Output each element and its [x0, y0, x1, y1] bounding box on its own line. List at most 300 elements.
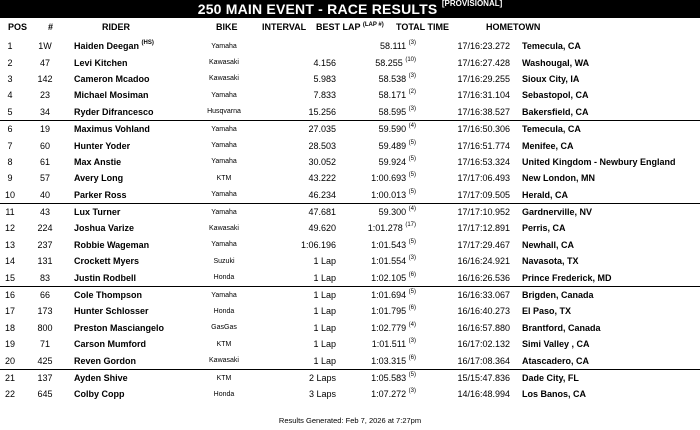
cell-total-time-text: 14/16:48.994	[457, 389, 510, 400]
cell-total-time	[422, 320, 518, 336]
cell-number-text: 60	[39, 140, 50, 151]
cell-hometown	[518, 187, 700, 204]
cell-number-text: 237	[37, 239, 53, 250]
table-row	[0, 154, 700, 170]
cell-bike-text: Kawasaki	[209, 75, 239, 83]
cell-number-text: 645	[37, 389, 53, 400]
cell-pos-text: 14	[4, 256, 15, 267]
cell-pos-text: 16	[4, 290, 15, 301]
cell-best-lap	[338, 154, 422, 170]
cell-total-time-text: 16/16:26.536	[457, 272, 510, 283]
cell-rider	[70, 286, 190, 303]
cell-hometown	[518, 286, 700, 303]
cell-total-time	[422, 303, 518, 319]
cell-pos-text: 7	[7, 140, 13, 151]
cell-hometown	[518, 71, 700, 87]
cell-bike	[190, 203, 258, 220]
cell-hometown-text: Brantford, Canada	[522, 322, 601, 333]
cell-bike	[190, 352, 258, 369]
cell-total-time	[422, 54, 518, 70]
cell-bike-text: Husqvarna	[207, 108, 241, 116]
cell-number-text: 57	[39, 173, 50, 184]
cell-pos	[0, 336, 20, 352]
cell-hometown-text: Navasota, TX	[522, 256, 579, 267]
cell-interval	[258, 38, 338, 54]
table-row	[0, 220, 700, 236]
cell-best-lap	[338, 170, 422, 186]
cell-best-lap-text: 59.924	[378, 156, 407, 167]
cell-bike	[190, 170, 258, 186]
cell-rider	[70, 203, 190, 220]
cell-bike-text: Kawasaki	[209, 59, 239, 67]
cell-total-time	[422, 137, 518, 153]
cell-best-lap-text: 58.595	[378, 106, 407, 117]
cell-total-time	[422, 237, 518, 253]
cell-bike-text: Yamaha	[211, 125, 237, 133]
cell-best-lap-superscript: (2)	[408, 89, 416, 96]
cell-bike-text: Yamaha	[211, 241, 237, 249]
cell-pos	[0, 253, 20, 269]
cell-number	[20, 336, 70, 352]
cell-pos-text: 13	[4, 239, 15, 250]
cell-total-time	[422, 120, 518, 137]
cell-bike	[190, 104, 258, 121]
cell-rider	[70, 303, 190, 319]
cell-rider	[70, 154, 190, 170]
cell-hometown	[518, 120, 700, 137]
cell-interval-text: 1 Lap	[313, 339, 336, 350]
table-row	[0, 336, 700, 352]
cell-pos-text: 4	[7, 90, 13, 101]
cell-hometown	[518, 38, 700, 54]
cell-hometown-text: Temecula, CA	[522, 41, 581, 52]
table-row	[0, 386, 700, 402]
cell-best-lap-superscript: (5)	[408, 238, 416, 245]
cell-best-lap	[338, 137, 422, 153]
cell-bike	[190, 154, 258, 170]
cell-interval	[258, 71, 338, 87]
cell-pos	[0, 237, 20, 253]
cell-best-lap-text: 1:07.272	[371, 389, 407, 400]
cell-best-lap-text: 1:01.278	[367, 223, 403, 234]
col-total-time-header: TOTAL TIME	[396, 22, 449, 32]
cell-pos	[0, 137, 20, 153]
cell-rider	[70, 187, 190, 204]
cell-best-lap-text: 1:00.013	[371, 189, 407, 200]
cell-number-text: 173	[37, 306, 53, 317]
cell-total-time-text: 16/16:33.067	[457, 290, 510, 301]
cell-pos-text: 20	[4, 355, 15, 366]
cell-number	[20, 87, 70, 103]
cell-rider-text: Hunter Schlosser	[74, 306, 149, 317]
cell-interval	[258, 170, 338, 186]
table-row	[0, 137, 700, 153]
cell-total-time	[422, 170, 518, 186]
table-row	[0, 120, 700, 137]
cell-rider	[70, 369, 190, 386]
cell-best-lap-superscript: (10)	[405, 56, 416, 63]
cell-hometown-text: Herald, CA	[522, 189, 569, 200]
cell-best-lap-text: 58.111	[379, 41, 407, 52]
cell-best-lap	[338, 38, 422, 54]
cell-pos-text: 1	[7, 41, 13, 52]
cell-number	[20, 137, 70, 153]
provisional-badge: [PROVISIONAL]	[441, 0, 503, 8]
cell-pos-text: 2	[7, 57, 13, 68]
results-generated-footer: Results Generated: Feb 7, 2026 at 7:27pm	[278, 416, 422, 425]
cell-pos	[0, 320, 20, 336]
cell-total-time	[422, 87, 518, 103]
cell-interval-text: 1 Lap	[313, 306, 336, 317]
cell-best-lap	[338, 54, 422, 70]
cell-pos	[0, 352, 20, 369]
cell-hometown	[518, 369, 700, 386]
cell-interval	[258, 104, 338, 121]
cell-total-time-text: 17/17:10.952	[457, 207, 510, 218]
cell-best-lap	[338, 237, 422, 253]
cell-rider-text: Max Anstie	[74, 156, 122, 167]
cell-best-lap	[338, 187, 422, 204]
cell-pos-text: 17	[4, 306, 15, 317]
cell-number-text: 66	[39, 290, 50, 301]
cell-rider	[70, 220, 190, 236]
cell-best-lap-superscript: (5)	[408, 188, 416, 195]
cell-best-lap	[338, 253, 422, 269]
cell-interval	[258, 237, 338, 253]
cell-best-lap-superscript: (5)	[408, 155, 416, 162]
cell-rider-text: Levi Kitchen	[74, 57, 128, 68]
cell-bike	[190, 137, 258, 153]
cell-bike-text: KTM	[216, 374, 232, 382]
cell-interval-text: 4.156	[313, 57, 336, 68]
table-row	[0, 352, 700, 369]
cell-hometown	[518, 352, 700, 369]
cell-bike-text: Kawasaki	[209, 224, 239, 232]
cell-rider-text: Avery Long	[74, 173, 124, 184]
cell-bike	[190, 253, 258, 269]
cell-number-text: 425	[37, 355, 53, 366]
cell-rider	[70, 386, 190, 402]
cell-total-time-text: 17/16:31.104	[457, 90, 510, 101]
cell-number	[20, 54, 70, 70]
cell-pos-text: 8	[7, 156, 13, 167]
cell-best-lap-superscript: (4)	[408, 321, 416, 328]
cell-interval	[258, 369, 338, 386]
cell-rider	[70, 320, 190, 336]
cell-hometown-text: Menifee, CA	[522, 140, 574, 151]
table-row	[0, 286, 700, 303]
cell-number-text: 34	[39, 106, 50, 117]
cell-best-lap	[338, 303, 422, 319]
cell-bike	[190, 87, 258, 103]
cell-interval-text: 7.833	[313, 90, 336, 101]
cell-hometown	[518, 220, 700, 236]
cell-interval-text: 1 Lap	[313, 355, 336, 366]
cell-interval-text: 1 Lap	[313, 256, 336, 267]
cell-total-time	[422, 38, 518, 54]
cell-bike	[190, 54, 258, 70]
cell-interval	[258, 154, 338, 170]
cell-number	[20, 320, 70, 336]
cell-number	[20, 154, 70, 170]
table-row	[0, 237, 700, 253]
cell-hometown-text: Sioux City, IA	[522, 73, 580, 84]
cell-total-time-text: 17/16:27.428	[457, 57, 510, 68]
cell-interval	[258, 286, 338, 303]
cell-bike	[190, 120, 258, 137]
cell-number	[20, 104, 70, 121]
cell-total-time	[422, 369, 518, 386]
cell-number-text: 1W	[38, 41, 52, 52]
cell-best-lap	[338, 220, 422, 236]
cell-number-text: 43	[39, 207, 50, 218]
cell-bike	[190, 71, 258, 87]
cell-interval	[258, 303, 338, 319]
cell-best-lap-superscript: (6)	[408, 305, 416, 312]
cell-pos	[0, 203, 20, 220]
cell-rider	[70, 137, 190, 153]
cell-interval-text: 1 Lap	[313, 290, 336, 301]
cell-best-lap	[338, 203, 422, 220]
cell-hometown-text: Brigden, Canada	[522, 290, 594, 301]
cell-total-time-text: 16/16:57.880	[457, 322, 510, 333]
cell-pos	[0, 71, 20, 87]
cell-number	[20, 286, 70, 303]
cell-rider-text: Cameron Mcadoo	[74, 73, 150, 84]
cell-rider	[70, 87, 190, 103]
cell-best-lap-superscript: (5)	[408, 289, 416, 296]
cell-hometown-text: Los Banos, CA	[522, 389, 587, 400]
cell-best-lap	[338, 87, 422, 103]
cell-pos	[0, 220, 20, 236]
cell-best-lap-text: 1:05.583	[371, 373, 407, 383]
cell-total-time-text: 17/16:29.255	[457, 73, 510, 84]
cell-interval	[258, 54, 338, 70]
cell-rider	[70, 237, 190, 253]
cell-hometown-text: Washougal, WA	[522, 57, 590, 68]
cell-pos-text: 15	[4, 272, 15, 283]
cell-interval	[258, 137, 338, 153]
cell-interval	[258, 336, 338, 352]
cell-number	[20, 38, 70, 54]
cell-best-lap-text: 58.538	[378, 73, 407, 84]
cell-number	[20, 170, 70, 186]
cell-total-time-text: 17/16:53.324	[457, 156, 510, 167]
cell-bike	[190, 38, 258, 54]
cell-best-lap	[338, 104, 422, 121]
results-body	[0, 38, 700, 403]
title-bar	[0, 0, 700, 18]
cell-total-time-text: 17/17:12.891	[457, 223, 510, 234]
cell-pos-text: 5	[7, 106, 13, 117]
cell-number-text: 137	[37, 373, 53, 383]
cell-hometown-text: Temecula, CA	[522, 124, 581, 135]
cell-interval-text: 28.503	[308, 140, 336, 151]
cell-hometown-text: Perris, CA	[522, 223, 566, 234]
cell-hometown	[518, 237, 700, 253]
cell-rider-text: Hunter Yoder	[74, 140, 131, 151]
cell-bike	[190, 269, 258, 286]
cell-hometown	[518, 87, 700, 103]
cell-bike	[190, 303, 258, 319]
cell-rider-text: Lux Turner	[74, 207, 121, 218]
cell-best-lap-superscript: (3)	[408, 105, 416, 112]
cell-number	[20, 369, 70, 386]
cell-interval	[258, 220, 338, 236]
cell-total-time-text: 17/17:06.493	[457, 173, 510, 184]
cell-bike	[190, 336, 258, 352]
cell-pos-text: 6	[7, 124, 13, 135]
cell-rider-text: Carson Mumford	[74, 339, 146, 350]
cell-bike-text: Yamaha	[211, 142, 237, 150]
results-table	[0, 38, 700, 403]
cell-interval	[258, 87, 338, 103]
cell-bike-text: Yamaha	[211, 191, 237, 199]
cell-pos-text: 19	[4, 339, 15, 350]
cell-bike	[190, 237, 258, 253]
cell-total-time	[422, 203, 518, 220]
cell-pos	[0, 87, 20, 103]
cell-best-lap-superscript: (17)	[405, 222, 416, 229]
table-row	[0, 269, 700, 286]
cell-bike-text: Yamaha	[211, 42, 237, 50]
cell-best-lap-superscript: (4)	[408, 123, 416, 130]
cell-rider-text: Robbie Wageman	[74, 239, 150, 250]
cell-rider-text: Joshua Varize	[74, 223, 135, 234]
cell-number-text: 224	[37, 223, 53, 234]
cell-total-time	[422, 154, 518, 170]
cell-interval	[258, 352, 338, 369]
cell-interval-text: 27.035	[308, 124, 336, 135]
cell-number-text: 142	[37, 73, 53, 84]
cell-best-lap-superscript: (3)	[408, 388, 416, 395]
cell-hometown	[518, 154, 700, 170]
cell-interval-text: 1 Lap	[313, 322, 336, 333]
cell-total-time	[422, 336, 518, 352]
cell-bike	[190, 220, 258, 236]
cell-rider-text: Ayden Shive	[74, 373, 128, 383]
cell-number-text: 40	[39, 189, 50, 200]
cell-best-lap-superscript: (4)	[408, 206, 416, 213]
cell-hometown-text: United Kingdom - Newbury England	[522, 156, 676, 167]
cell-pos	[0, 386, 20, 402]
best-lap-label: BEST LAP	[316, 22, 361, 32]
cell-number-text: 61	[39, 156, 50, 167]
table-row	[0, 170, 700, 186]
cell-total-time-text: 16/16:40.273	[457, 306, 510, 317]
cell-total-time	[422, 187, 518, 204]
page-title: 250 MAIN EVENT - RACE RESULTS	[197, 1, 438, 17]
col-bike-header: BIKE	[216, 22, 238, 32]
cell-hometown	[518, 269, 700, 286]
cell-best-lap-text: 59.590	[378, 124, 407, 135]
cell-hometown	[518, 203, 700, 220]
cell-best-lap	[338, 286, 422, 303]
cell-rider-text: Reven Gordon	[74, 355, 137, 366]
cell-bike-text: KTM	[216, 340, 232, 348]
cell-pos-text: 12	[4, 223, 15, 234]
cell-rider	[70, 170, 190, 186]
table-row	[0, 54, 700, 70]
cell-bike	[190, 369, 258, 386]
table-row	[0, 320, 700, 336]
cell-bike-text: Yamaha	[211, 291, 237, 299]
cell-bike-text: Yamaha	[211, 208, 237, 216]
col-interval-header: INTERVAL	[262, 22, 307, 32]
cell-number	[20, 237, 70, 253]
cell-bike-text: Yamaha	[211, 158, 237, 166]
cell-total-time-text: 17/16:50.306	[457, 124, 510, 135]
col-hometown-header: HOMETOWN	[486, 22, 541, 32]
cell-interval-text: 30.052	[308, 156, 336, 167]
cell-best-lap-text: 1:02.779	[371, 322, 407, 333]
cell-bike-text: Honda	[213, 274, 235, 282]
cell-hometown-text: Sebastopol, CA	[522, 90, 589, 101]
cell-best-lap-text: 1:03.315	[371, 355, 407, 366]
cell-bike-text: KTM	[216, 174, 232, 182]
cell-best-lap-text: 1:02.105	[371, 272, 407, 283]
cell-total-time-text: 17/16:23.272	[457, 41, 510, 52]
cell-number	[20, 203, 70, 220]
table-row	[0, 187, 700, 204]
cell-number-text: 47	[39, 57, 50, 68]
cell-hometown	[518, 137, 700, 153]
cell-best-lap-superscript: (3)	[408, 40, 416, 47]
cell-rider	[70, 336, 190, 352]
cell-pos-text: 3	[7, 73, 13, 84]
cell-total-time	[422, 386, 518, 402]
cell-hometown	[518, 386, 700, 402]
cell-best-lap-superscript: (6)	[408, 271, 416, 278]
cell-interval-text: 49.620	[308, 223, 336, 234]
cell-total-time	[422, 352, 518, 369]
cell-bike	[190, 286, 258, 303]
cell-bike	[190, 187, 258, 204]
cell-hometown-text: New London, MN	[522, 173, 595, 184]
cell-number	[20, 120, 70, 137]
cell-total-time-text: 16/16:24.921	[457, 256, 510, 267]
cell-best-lap-text: 1:01.543	[371, 239, 407, 250]
cell-hometown-text: Bakersfield, CA	[522, 106, 589, 117]
cell-hometown-text: Prince Frederick, MD	[522, 272, 612, 283]
cell-interval-text: 3 Laps	[308, 389, 336, 400]
cell-rider-text: Ryder Difrancesco	[74, 106, 154, 117]
cell-hometown	[518, 320, 700, 336]
cell-rider	[70, 253, 190, 269]
cell-pos	[0, 38, 20, 54]
cell-pos	[0, 170, 20, 186]
col-pos-header: POS	[8, 22, 28, 32]
cell-best-lap-text: 1:00.693	[371, 173, 407, 184]
cell-hometown-text: Gardnerville, NV	[522, 207, 593, 218]
cell-number	[20, 71, 70, 87]
col-rider-header: RIDER	[102, 22, 131, 32]
cell-best-lap	[338, 386, 422, 402]
cell-pos	[0, 303, 20, 319]
cell-pos-text: 22	[4, 389, 15, 400]
cell-total-time	[422, 220, 518, 236]
cell-best-lap	[338, 352, 422, 369]
cell-pos	[0, 54, 20, 70]
cell-rider-text: Cole Thompson	[74, 290, 142, 301]
lap-number-label: (LAP #)	[362, 22, 384, 28]
cell-best-lap	[338, 369, 422, 386]
cell-interval	[258, 203, 338, 220]
cell-pos-text: 21	[4, 373, 15, 383]
cell-bike-text: GasGas	[211, 324, 237, 332]
cell-interval-text: 2 Laps	[308, 373, 336, 383]
cell-hometown	[518, 336, 700, 352]
